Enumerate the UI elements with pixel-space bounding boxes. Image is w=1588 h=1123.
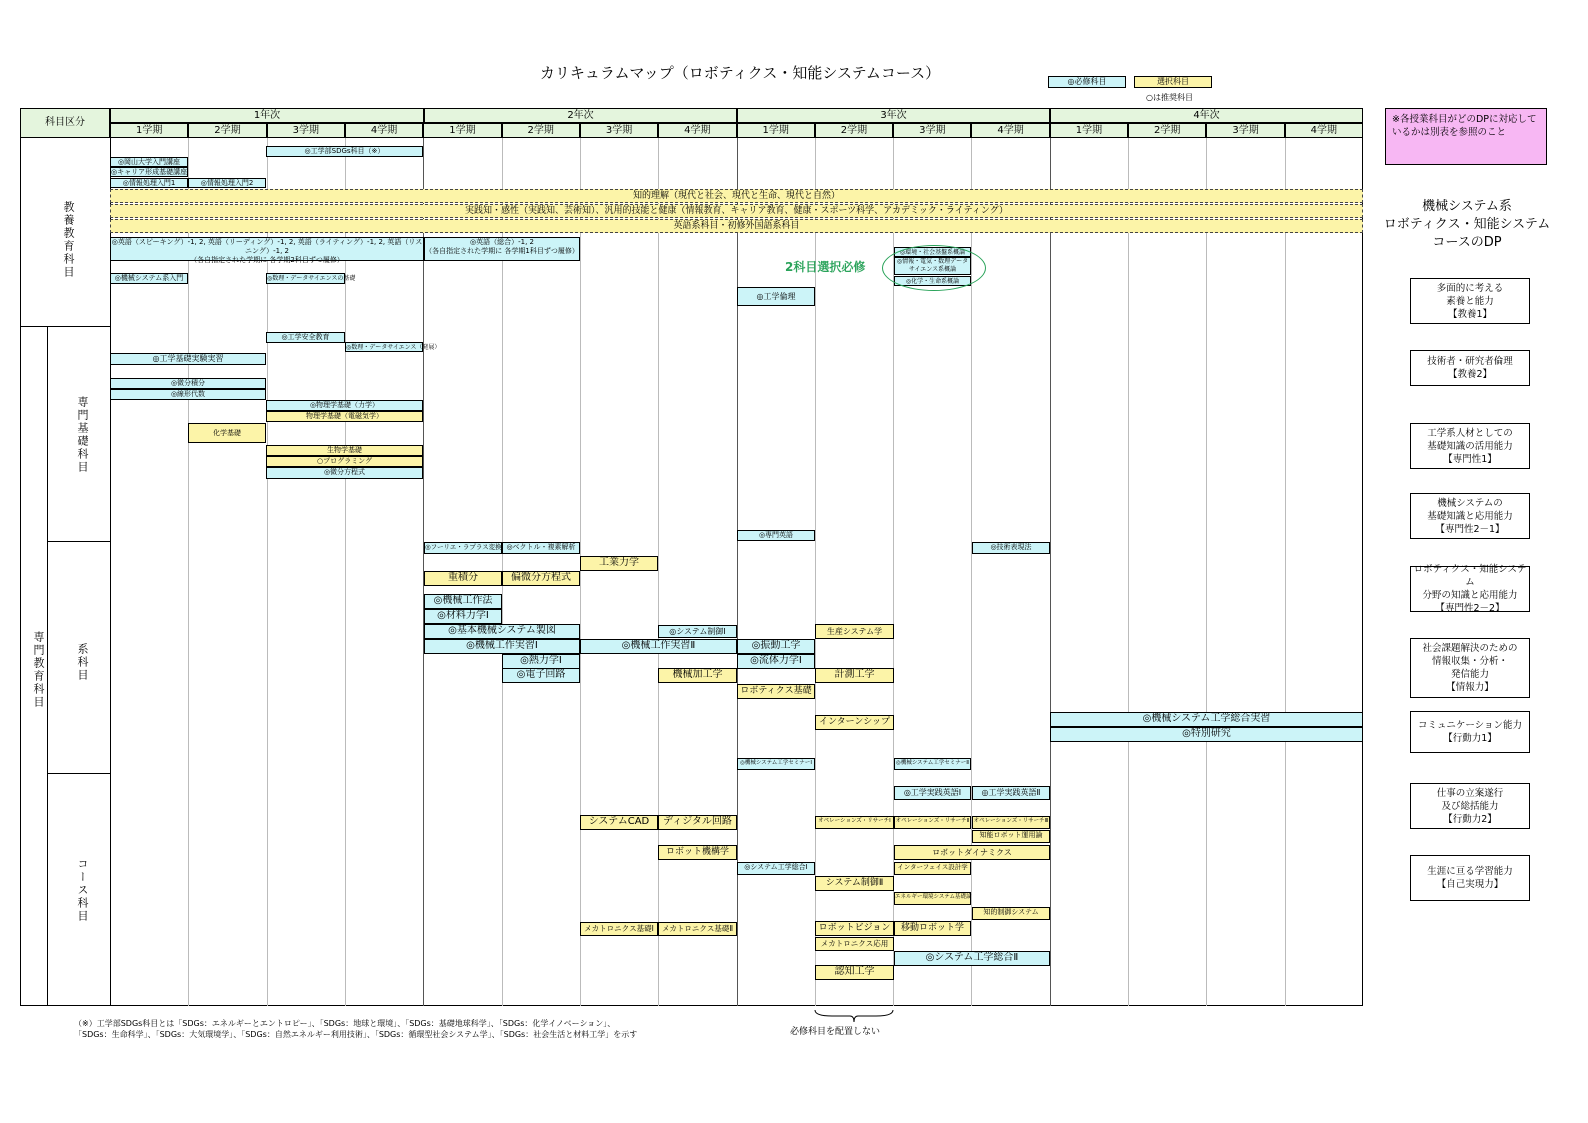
header-term: 1学期 [423, 123, 501, 138]
header-term: 1学期 [110, 123, 188, 138]
course-cognitive: 認知工学 [815, 965, 894, 980]
course-info-1: ◎情報処理入門1 [110, 178, 188, 188]
label-department: 系科目 [76, 642, 89, 682]
divider-general [20, 326, 110, 327]
course-mechatronics-applied: メカトロニクス応用 [815, 937, 894, 951]
course-seminar-2: ◎機械システム工学セミナーⅡ [894, 758, 971, 770]
band-practical: 実践知・感性（実践知、芸術知）、汎用的技能と健康（情報教育、キャリア教育、健康・スポーツ科学、アカデミック・ライティング） [110, 204, 1363, 218]
header-term: 2学期 [188, 123, 266, 138]
divider-label-col [110, 138, 111, 1006]
header-term: 2学期 [1128, 123, 1206, 138]
course-sys-eng-2: ◎システム工学総合Ⅱ [894, 951, 1050, 966]
course-english-2 [424, 237, 580, 261]
dp-box: 多面的に考える 素養と能力 【教養1】 [1410, 278, 1530, 324]
divider-basic [47, 541, 110, 542]
course-ds-basic: ◎数理・データサイエンスの基礎 [267, 275, 356, 282]
course-safety: ◎工学安全教育 [266, 332, 345, 343]
column-divider [267, 138, 268, 1006]
course-mobile-robot: 移動ロボット学 [894, 921, 971, 936]
footnote-line-1: （※）工学部SDGs科目とは「SDGs：エネルギーとエントロピー」、「SDGs：地球と環境」、「SDGs：基礎地球科学」、「SDGs：化学イノベーション」、 [74, 1019, 616, 1028]
course-sys-eng-1: ◎システム工学総合Ⅰ [737, 862, 815, 875]
course-pde: 偏微分方程式 [502, 571, 580, 586]
header-term: 3学期 [893, 123, 971, 138]
dp-box: 技術者・研究者倫理 【教養2】 [1410, 350, 1530, 386]
course-sdgs: ◎工学部SDGs科目（※） [266, 146, 423, 157]
course-career: ◎キャリア形成基礎講座 [111, 168, 188, 176]
course-or-3: オペレーションズ・リサーチⅢ [972, 816, 1050, 829]
course-chemistry: 化学基礎 [188, 423, 266, 443]
course-physics-mechanics: ◎物理学基礎（力学） [266, 400, 423, 411]
header-term: 2学期 [502, 123, 580, 138]
header-term: 4学期 [345, 123, 423, 138]
column-divider [345, 138, 346, 1006]
english-2-label: ◎英語（総合）-1, 2 [470, 238, 534, 246]
dp-reference-note: ※各授業科目がどのDPに対応しているかは別表を参照のこと [1385, 108, 1547, 165]
course-thermo: ◎熱力学Ⅰ [502, 654, 580, 669]
course-tech-english: ◎専門英語 [737, 530, 815, 541]
dp-box: ロボティクス・知能システム 分野の知識と応用能力 【専門性2－2】 [1410, 566, 1530, 612]
course-mech-intro: ◎機械システム系入門 [110, 273, 188, 284]
select-note: 2科目選択必修 [785, 260, 866, 274]
course-robotics-basics: ロボティクス基礎 [737, 684, 815, 699]
header-term: 1学期 [1050, 123, 1128, 138]
header-term: 1学期 [737, 123, 815, 138]
dp-box: 仕事の立案遂行 及び総括能力 【行動力2】 [1410, 783, 1530, 829]
dp-box: 社会課題解決のための 情報収集・分析・ 発信能力 【情報力】 [1410, 638, 1530, 698]
course-english-1 [110, 237, 424, 264]
column-divider [1285, 138, 1286, 1006]
label-course: コース科目 [76, 857, 89, 923]
brace-icon [812, 1008, 897, 1024]
english-1-label: ◎英語（スピーキング）-1, 2, 英語（リーディング）-1, 2, 英語（ライティング）-1, 2, 英語（リスニング）-1, 2 [111, 238, 423, 255]
legend-recommended: ○は推奨科目 [1146, 93, 1193, 102]
course-drawing: ◎基本機械システム製図 [424, 624, 580, 639]
column-divider [737, 138, 738, 1006]
header-year-2: 2年次 [424, 108, 737, 123]
band-language: 英語系科目・初修外国語系科目 [110, 219, 1363, 233]
course-or-1: オペレーションズ・リサーチⅠ [815, 816, 894, 829]
course-physics-em: 物理学基礎（電磁気学） [266, 411, 423, 422]
header-term: 3学期 [267, 123, 345, 138]
course-env-social: ◎環境・社会基盤系概論 [894, 247, 971, 257]
english-2-note: （各自指定された学期に 各学期1科目ずつ履修） [425, 247, 579, 255]
column-divider [580, 138, 581, 1006]
footnote-line-2: 「SDGs：生命科学」、「SDGs：大気環境学」、「SDGs：自然エネルギー利用技術」、「SDGs：循環型社会システム学」、「SDGs：社会生活と材料工学」を示す [74, 1030, 638, 1039]
course-system-cad: システムCAD [580, 815, 658, 830]
divider-department [47, 773, 110, 774]
column-divider [1128, 138, 1129, 1006]
header-year-1: 1年次 [110, 108, 424, 123]
course-vibration: ◎振動工学 [737, 639, 815, 654]
course-production-sys: 生産システム学 [815, 624, 894, 639]
dp-box: 機械システムの 基礎知識と応用能力 【専門性2－1】 [1410, 493, 1530, 539]
course-interface: インターフェイス設計学 [894, 862, 971, 875]
header-term: 4学期 [1285, 123, 1363, 138]
course-internship: インターンシップ [815, 715, 894, 730]
label-specialized: 専門教育科目 [32, 631, 45, 709]
course-info-electric-ds: ◎情報・電気・数理データサイエンス系概論 [894, 257, 971, 275]
course-ind-mechanics: 工業力学 [580, 556, 658, 571]
course-mach-lab-1: ◎機械工作実習Ⅰ [424, 639, 580, 654]
course-digital-circuit: ディジタル回路 [658, 815, 737, 830]
course-seminar-1: ◎機械システム工学セミナーⅠ [737, 758, 815, 770]
column-divider [188, 138, 189, 1006]
legend-required: ◎必修科目 [1048, 76, 1126, 88]
course-intelligent-control: 知的制御システム [972, 907, 1050, 920]
course-intelligent-robot: 知能ロボット運用論 [972, 830, 1050, 843]
no-required-note: 必修科目を配置しない [790, 1027, 881, 1037]
label-general: 教養教育科目 [62, 201, 75, 279]
dp-box: 工学系人材としての 基礎知識の活用能力 【専門性1】 [1410, 423, 1530, 469]
course-mechatronics-1: メカトロニクス基礎Ⅰ [580, 922, 658, 936]
header-term: 4学期 [658, 123, 736, 138]
course-multiple-integral: 重積分 [424, 571, 502, 586]
header-year-3: 3年次 [737, 108, 1050, 123]
divider-specialized [47, 326, 48, 1006]
english-1-note: （各自指定された学期に 各学期2科目ずつ履修） [190, 256, 344, 264]
band-intellectual: 知的理解（現代と社会、現代と生命、現代と自然） [110, 189, 1363, 203]
course-ethics: ◎工学倫理 [737, 287, 815, 306]
column-divider [1050, 138, 1051, 1006]
course-vector: ◎ベクトル・複素解析 [502, 542, 580, 554]
course-mach-lab-2: ◎機械工作実習Ⅱ [580, 639, 737, 654]
page-title: カリキュラムマップ（ロボティクス・知能システムコース） [539, 64, 941, 82]
label-basic: 専門基礎科目 [76, 396, 89, 474]
course-special-research: ◎特別研究 [1050, 727, 1363, 742]
course-materials: ◎材料力学Ⅰ [424, 609, 502, 624]
course-machine-processing: 機械加工学 [658, 668, 737, 683]
course-or-2: オペレーションズ・リサーチⅡ [894, 816, 971, 829]
course-biology: 生物学基礎 [266, 445, 423, 456]
course-calculus: ◎微分積分 [110, 378, 266, 389]
course-circuit: ◎電子回路 [502, 668, 580, 683]
course-sys-control-2: システム制御Ⅱ [815, 876, 894, 891]
course-practical-english-1: ◎工学実践英語Ⅰ [894, 786, 971, 800]
header-term: 4学期 [971, 123, 1049, 138]
course-practical-english-2: ◎工学実践英語Ⅱ [972, 786, 1050, 800]
header-year-4: 4年次 [1050, 108, 1363, 123]
course-diff-eq: ◎微分方程式 [266, 467, 423, 479]
select-ellipse [882, 245, 986, 291]
header-category: 科目区分 [20, 108, 110, 138]
legend-elective: 選択科目 [1134, 76, 1212, 88]
course-fluid: ◎流体力学Ⅰ [737, 654, 815, 669]
course-energy: エネルギー環境システム基礎論 [894, 892, 971, 905]
dp-heading: 機械システム系 ロボティクス・知能システムコースのDP [1383, 199, 1551, 250]
dp-box: 生涯に亘る学習能力 【自己実現力】 [1410, 855, 1530, 901]
course-robot-vision: ロボットビジョン [815, 921, 894, 936]
dp-box: コミュニケーション能力 【行動力1】 [1410, 711, 1530, 753]
course-basic-experiment: ◎工学基礎実験実習 [110, 353, 266, 365]
column-divider [1206, 138, 1207, 1006]
course-fourier: ◎フーリエ・ラプラス変換 [424, 542, 502, 554]
course-mechatronics-2: メカトロニクス基礎Ⅱ [658, 922, 737, 936]
course-grad-lab: ◎機械システム工学総合実習 [1050, 712, 1363, 727]
course-ds-advanced: ◎数理・データサイエンス（発展） [346, 344, 441, 351]
course-linear-algebra: ◎線形代数 [110, 389, 266, 400]
course-measurement: 計測工学 [815, 668, 894, 683]
column-divider [658, 138, 659, 1006]
header-term: 3学期 [1206, 123, 1284, 138]
course-sys-control-1: ◎システム制御Ⅰ [658, 625, 737, 638]
header-term: 2学期 [815, 123, 893, 138]
course-info-2: ◎情報処理入門2 [188, 178, 266, 188]
course-robot-dynamics: ロボットダイナミクス [894, 845, 1050, 860]
header-term: 3学期 [580, 123, 658, 138]
course-okayama-intro: ◎岡山大学入門講座 [110, 157, 188, 167]
course-machining: ◎機械工作法 [424, 594, 502, 609]
course-robot-mechanism: ロボット機構学 [658, 845, 737, 860]
course-tech-writing: ◎技術表現法 [972, 542, 1050, 554]
course-chem-bio: ◎化学・生命系概論 [894, 276, 971, 286]
course-programming: ○プログラミング [266, 456, 423, 467]
